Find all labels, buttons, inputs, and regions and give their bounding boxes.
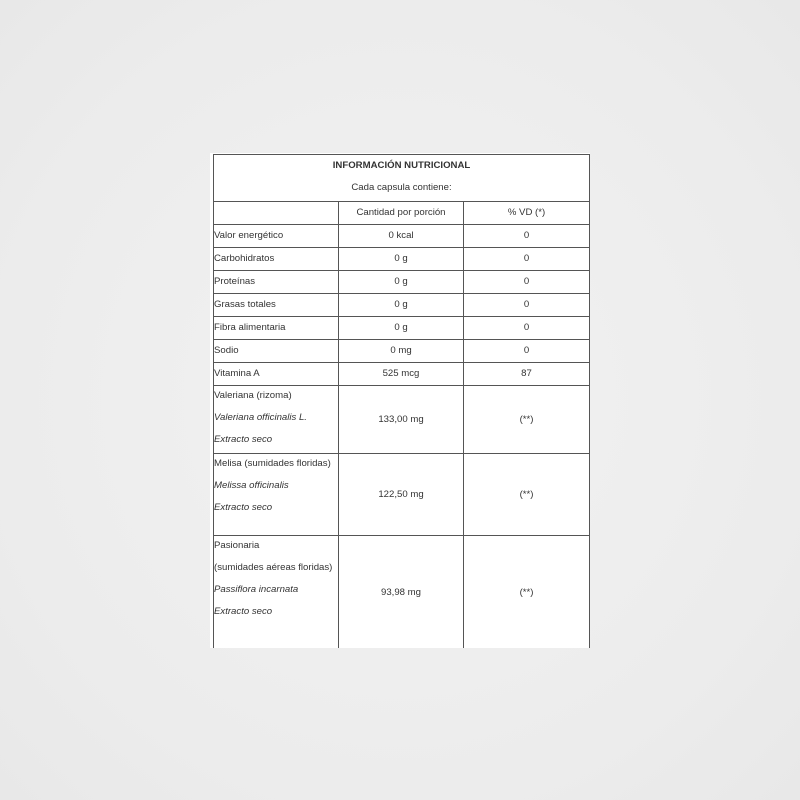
- herbal-name-cell: [214, 536, 339, 649]
- line-gap: [214, 470, 338, 480]
- row-name: Proteínas: [214, 271, 339, 294]
- row-vd: 87: [464, 363, 590, 386]
- herbal-name: Pasionaria: [214, 540, 260, 551]
- herbal-name-cell: [214, 386, 339, 454]
- line-gap: [214, 596, 338, 606]
- table-row: [214, 271, 590, 294]
- herbal-latin: Valeriana officinalis L.: [214, 412, 307, 423]
- herbal-latin: Melissa officinalis: [214, 480, 289, 491]
- header-row: [214, 202, 590, 225]
- row-vd: 0: [464, 340, 590, 363]
- table-row: [214, 340, 590, 363]
- table-title-cell: [214, 155, 590, 202]
- row-amount: 93,98 mg: [339, 536, 464, 649]
- row-vd: 0: [464, 294, 590, 317]
- table-row-pasionaria: [214, 536, 590, 649]
- nutrition-label-sheet: [210, 153, 590, 648]
- table-row: [214, 294, 590, 317]
- row-amount: 0 kcal: [339, 225, 464, 248]
- herbal-name-cell: [214, 454, 339, 536]
- row-amount: 0 g: [339, 317, 464, 340]
- table-row: [214, 225, 590, 248]
- row-name: Carbohidratos: [214, 248, 339, 271]
- table-subtitle: Cada capsula contiene:: [351, 182, 452, 193]
- row-name: Valor energético: [214, 225, 339, 248]
- header-amount: Cantidad por porción: [339, 202, 464, 225]
- table-row: [214, 317, 590, 340]
- line-gap: [214, 552, 338, 562]
- table-row: [214, 248, 590, 271]
- row-vd: 0: [464, 225, 590, 248]
- row-name: Grasas totales: [214, 294, 339, 317]
- row-amount: 133,00 mg: [339, 386, 464, 454]
- row-amount: 122,50 mg: [339, 454, 464, 536]
- nutrition-table: [213, 154, 590, 648]
- herbal-form: Extracto seco: [214, 502, 273, 513]
- row-vd: (**): [464, 386, 590, 454]
- herbal-name: Valeriana (rizoma): [214, 390, 292, 401]
- row-vd: 0: [464, 317, 590, 340]
- row-vd: (**): [464, 454, 590, 536]
- herbal-form: Extracto seco: [214, 434, 273, 445]
- row-amount: 525 mcg: [339, 363, 464, 386]
- table-row-melisa: [214, 454, 590, 536]
- herbal-latin: Passiflora incarnata: [214, 584, 299, 595]
- line-gap: [214, 492, 338, 502]
- line-gap: [214, 424, 338, 434]
- table-row: [214, 363, 590, 386]
- line-gap: [214, 574, 338, 584]
- herbal-form: Extracto seco: [214, 606, 273, 617]
- row-amount: 0 g: [339, 294, 464, 317]
- herbal-name-2: (sumidades aéreas floridas): [214, 562, 333, 573]
- row-vd: 0: [464, 271, 590, 294]
- herbal-name: Melisa (sumidades floridas): [214, 458, 331, 469]
- table-row-valeriana: [214, 386, 590, 454]
- row-name: Sodio: [214, 340, 339, 363]
- header-empty: [214, 202, 339, 225]
- row-vd: 0: [464, 248, 590, 271]
- row-vd: (**): [464, 536, 590, 649]
- row-amount: 0 g: [339, 248, 464, 271]
- row-amount: 0 mg: [339, 340, 464, 363]
- header-vd: % VD (*): [464, 202, 590, 225]
- row-name: Vitamina A: [214, 363, 339, 386]
- row-amount: 0 g: [339, 271, 464, 294]
- table-title: INFORMACIÓN NUTRICIONAL: [332, 160, 471, 171]
- line-gap: [214, 402, 338, 412]
- row-name: Fibra alimentaria: [214, 317, 339, 340]
